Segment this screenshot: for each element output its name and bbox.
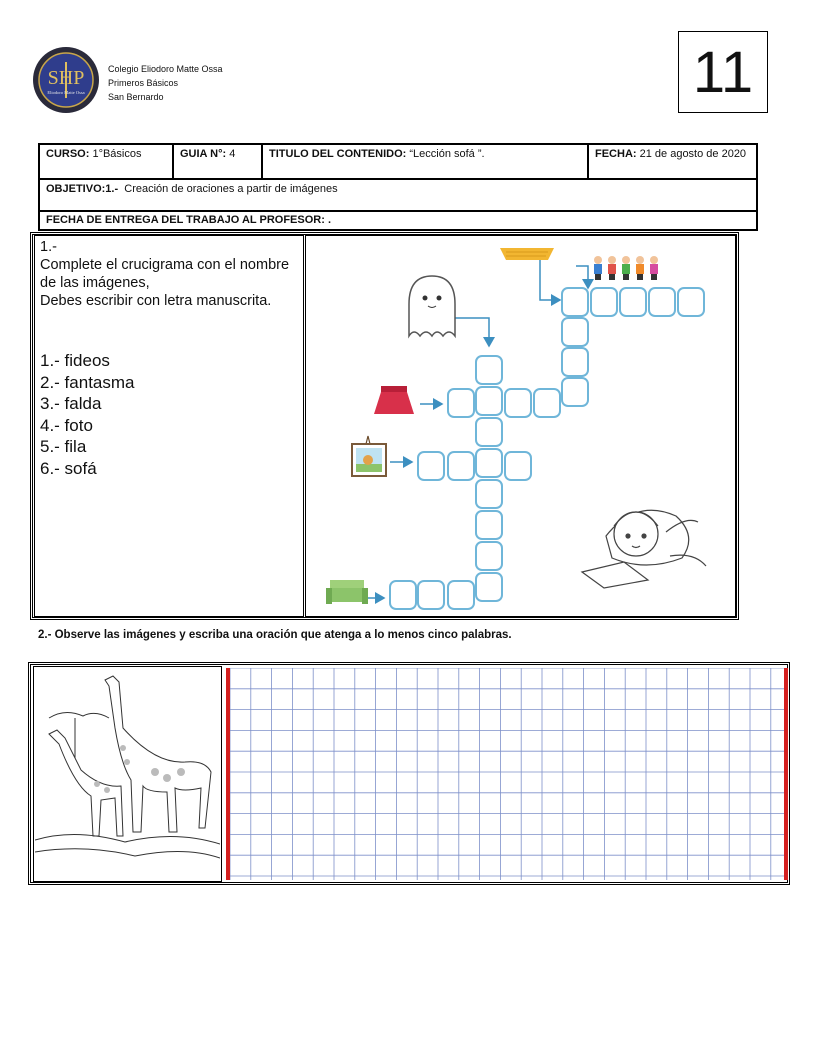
logo-lettering: Eliodoro Matte Ossa — [47, 90, 85, 95]
svg-text:SHP: SHP — [47, 67, 85, 89]
titulo-cell — [263, 145, 589, 178]
crossword-cell[interactable] — [562, 288, 588, 316]
crossword-cell[interactable] — [476, 356, 502, 384]
crossword-cell[interactable] — [649, 288, 675, 316]
crossword-cell[interactable] — [448, 389, 474, 417]
word-item: 1.- fideos — [40, 351, 110, 370]
crossword-cell[interactable] — [418, 452, 444, 480]
guia-value: 4 — [229, 148, 236, 160]
word-item: 3.- falda — [40, 394, 102, 413]
crossword-cell[interactable] — [476, 418, 502, 446]
titulo-label: TITULO DEL CONTENIDO: — [269, 148, 407, 160]
crossword-cell[interactable] — [448, 452, 474, 480]
crossword-cell[interactable] — [562, 378, 588, 406]
page-number-box — [678, 31, 768, 113]
curso-label: CURSO: — [46, 148, 90, 160]
crossword-cell[interactable] — [505, 389, 531, 417]
entrega-cell — [40, 212, 756, 229]
skirt-icon — [374, 386, 414, 414]
instruction-line-2: Debes escribir con letra manuscrita. — [40, 293, 272, 309]
girl-reading-illustration — [582, 510, 706, 588]
ghost-icon — [409, 276, 455, 336]
curso-cell — [40, 145, 174, 178]
objetivo-cell — [40, 180, 756, 210]
crossword-cell[interactable] — [476, 542, 502, 570]
fecha-label: FECHA: — [595, 148, 637, 160]
giraffes-illustration — [35, 668, 220, 880]
word-item: 4.- foto — [40, 415, 93, 435]
crossword-cell[interactable] — [534, 389, 560, 417]
school-city: San Bernardo — [108, 92, 164, 102]
crossword-cell[interactable] — [562, 318, 588, 346]
crossword-cell[interactable] — [620, 288, 646, 316]
word-list — [40, 350, 135, 479]
sofa-icon — [326, 580, 368, 604]
crossword-cell[interactable] — [448, 581, 474, 609]
info-table — [38, 143, 758, 231]
objetivo-label: OBJETIVO:1.- — [46, 183, 119, 195]
fecha-cell — [589, 145, 756, 178]
left-margin-line — [226, 668, 230, 880]
crossword-cell[interactable] — [418, 581, 444, 609]
word-item: 6.- sofá — [40, 458, 97, 478]
writing-grid[interactable] — [226, 668, 788, 880]
children-row-icon — [594, 256, 658, 280]
grid-lines — [230, 668, 784, 880]
word-item: 2.- fantasma — [40, 372, 135, 392]
school-name: Colegio Eliodoro Matte Ossa — [108, 64, 223, 74]
crossword-cell[interactable] — [678, 288, 704, 316]
crossword-arrows — [358, 258, 588, 598]
crossword-cell[interactable] — [476, 511, 502, 539]
crossword-cell[interactable] — [476, 480, 502, 508]
crossword-cell[interactable] — [505, 452, 531, 480]
exercise-1-instruction — [40, 238, 300, 310]
guia-label: GUIA N°: — [180, 148, 227, 160]
exercise-1-number: 1.- — [40, 239, 57, 255]
objetivo-value: Creación de oraciones a partir de imágenes — [124, 183, 338, 195]
crossword-cell[interactable] — [476, 387, 502, 415]
entrega-label: FECHA DE ENTREGA DEL TRABAJO AL PROFESOR: . — [46, 214, 332, 226]
right-margin-line — [784, 668, 788, 880]
exercise-2-instruction: 2.- Observe las imágenes y escriba una oración que atenga a lo menos cinco palabras. — [38, 629, 512, 641]
instruction-line-1: Complete el crucigrama con el nombre de las imágenes, — [40, 257, 290, 291]
crossword-cell[interactable] — [591, 288, 617, 316]
school-level: Primeros Básicos — [108, 78, 179, 88]
school-logo — [32, 46, 100, 114]
crossword-figure — [306, 236, 735, 616]
titulo-value: “Lección sofá ”. — [409, 148, 485, 160]
page-number: 11 — [692, 39, 754, 105]
school-info — [108, 62, 223, 104]
fecha-value: 21 de agosto de 2020 — [639, 148, 747, 160]
guia-cell — [174, 145, 263, 178]
noodles-icon — [500, 248, 554, 260]
photo-icon — [352, 436, 386, 476]
crossword-cell[interactable] — [562, 348, 588, 376]
crossword-cell[interactable] — [390, 581, 416, 609]
crossword-cell[interactable] — [476, 573, 502, 601]
word-item: 5.- fila — [40, 437, 87, 456]
crossword-cell[interactable] — [476, 449, 502, 477]
curso-value: 1°Básicos — [92, 148, 142, 160]
